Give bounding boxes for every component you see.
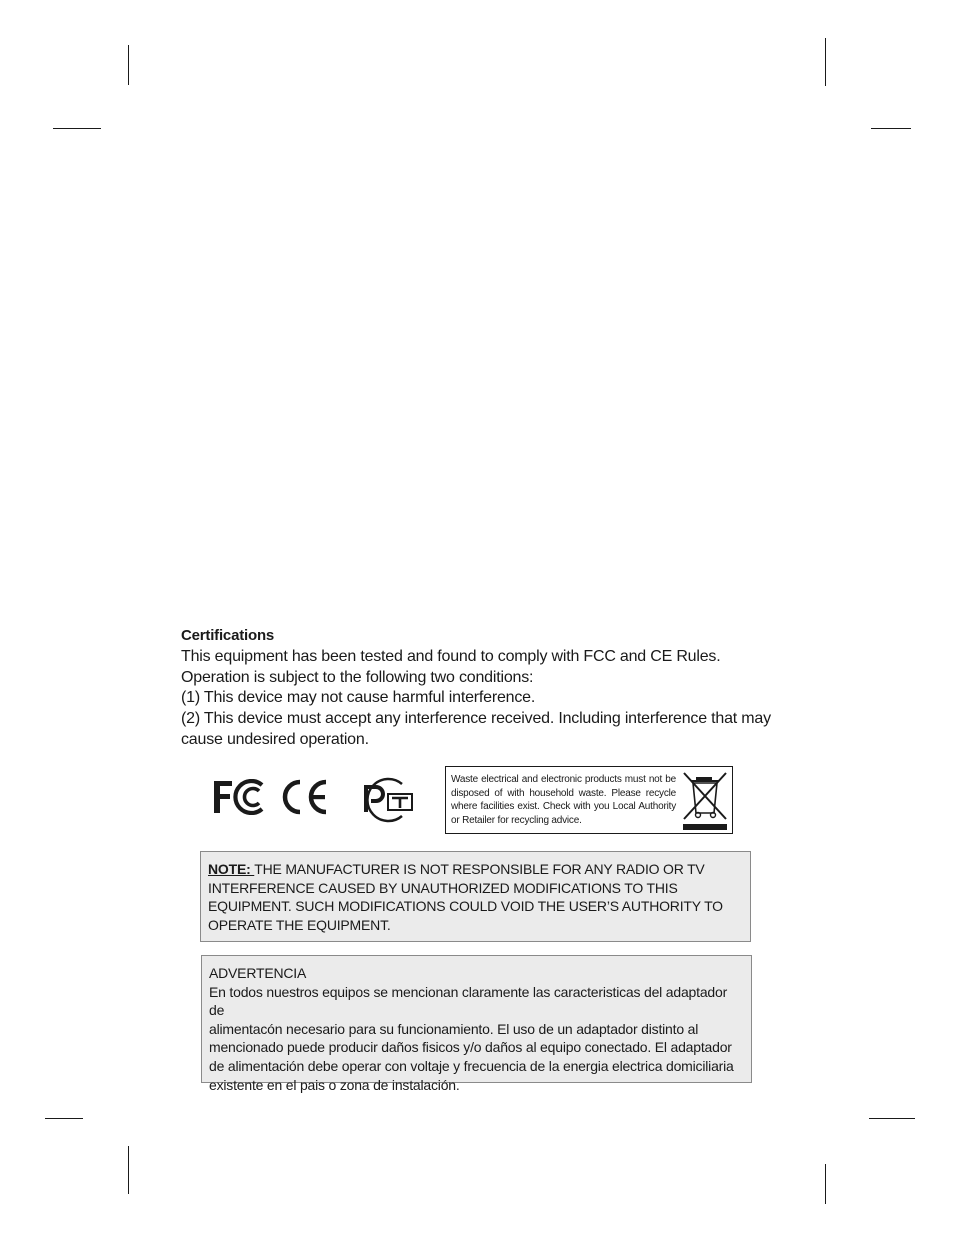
certifications-line: (2) This device must accept any interference received. Including interference that may [181, 710, 771, 728]
weee-notice-text: Waste electrical and electronic products must not be disposed of with household waste. Please recycle where facilities exist. Check with you Local Authority or Retailer for recycling advice. [451, 774, 676, 826]
advertencia-box [201, 955, 752, 1093]
certifications-line: (1) This device may not cause harmful interference. [181, 689, 536, 707]
advertencia-line: En todos nuestros equipos se mencionan claramente las caracteristicas del adaptador de [209, 983, 728, 1019]
certifications-line: Operation is subject to the following two conditions: [181, 668, 534, 686]
crop-mark-top-right-vertical [825, 38, 826, 86]
crop-mark-top-right-horizontal [871, 128, 911, 129]
crop-mark-top-left-vertical [128, 45, 129, 85]
advertencia-line: mencionado puede producir daños fisicos y/o daños al equipo conectado. El adaptador [209, 1039, 732, 1056]
ce-logo [280, 779, 330, 815]
advertencia-line: existente en el pais o zona de instalación. [209, 1076, 460, 1093]
certifications-line: cause undesired operation. [181, 730, 369, 748]
crop-mark-top-left-horizontal [53, 128, 101, 129]
crossed-out-wheelie-bin-icon [682, 771, 728, 831]
certifications-section [181, 626, 771, 751]
crop-mark-bottom-right-vertical [825, 1164, 826, 1204]
advertencia-line: de alimentación debe operar con voltaje y frecuencia de la energia electrica domiciliaria [209, 1057, 734, 1074]
crop-mark-bottom-left-horizontal [45, 1118, 83, 1119]
advertencia-line: alimentacón necesario para su funcionamiento. El uso de un adaptador distinto al [209, 1020, 699, 1037]
certifications-heading: Certifications [181, 627, 275, 644]
weee-notice-box [445, 766, 733, 834]
manufacturer-note-box [200, 851, 751, 942]
note-label: NOTE: [208, 861, 255, 877]
note-text: THE MANUFACTURER IS NOT RESPONSIBLE FOR ANY RADIO OR TV INTERFERENCE CAUSED BY UNAUTHORIZED MODIFICATIONS TO THIS EQUIPMENT. SUCH MODIFICATIONS COULD VOID THE USER’S AUTHORITY TO OPERATE THE EQUIPMENT. [208, 861, 723, 933]
crop-mark-bottom-right-horizontal [869, 1118, 915, 1119]
crop-mark-bottom-left-vertical [128, 1146, 129, 1194]
fcc-logo [212, 779, 266, 815]
certifications-line: This equipment has been tested and found to comply with FCC and CE Rules. [181, 647, 721, 665]
advertencia-title: ADVERTENCIA [209, 965, 307, 981]
rostest-pct-logo [352, 777, 414, 823]
